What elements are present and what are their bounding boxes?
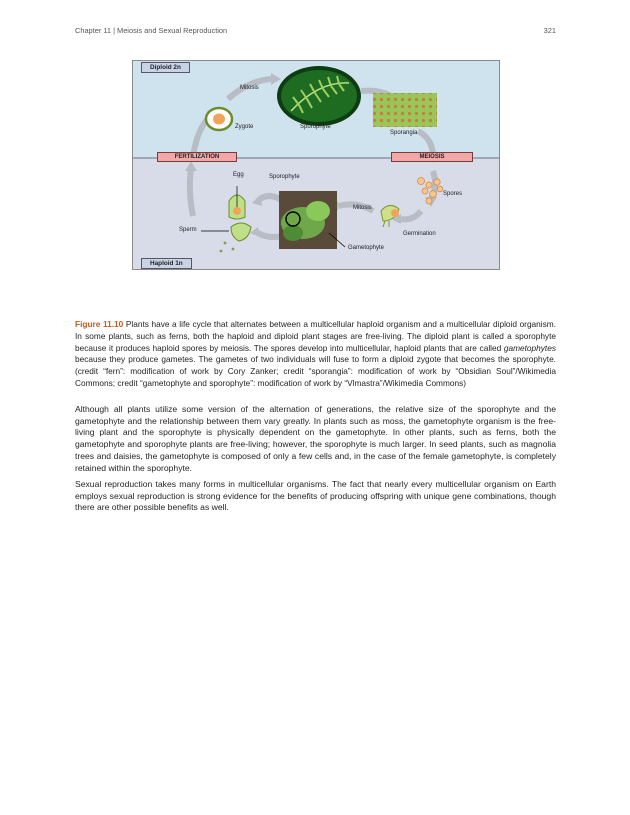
zygote-label: Zygote (235, 124, 254, 130)
haploid-label: Haploid 1n (141, 258, 192, 269)
mitosis-bottom-label: Mitosis (353, 205, 372, 211)
fern-sporophyte-photo (277, 66, 361, 126)
fertilization-label: FERTILIZATION (157, 152, 237, 162)
page-number: 321 (543, 26, 556, 35)
sporophyte-top-label: Sporophyte (300, 124, 331, 130)
figure-caption (75, 319, 556, 389)
body-paragraph-1: Although all plants utilize some version of the alternation of generations, the relative size of the sporophyte and the gametophyte and the relationship between them vary greatly. In plants such as moss, the gametophyte organism is the free-living plant and the sporophyte is physically dependent on the gametophyte. In other plants, such as ferns, both the gametophyte and sporophyte plants are free-living; however, the sporophyte is much larger. In seed plants, such as magnolia trees and daisies, the gametophyte is composed of only a few cells and, in the case of the female gametophyte, is completely retained within the sporophyte. (75, 404, 556, 473)
caption-italic-term: gametophytes (503, 342, 556, 353)
chapter-title: Chapter 11 | Meiosis and Sexual Reproduction (75, 26, 228, 35)
spores-label: Spores (443, 191, 463, 197)
zygote-illustration (206, 108, 232, 130)
sporangia-label: Sporangia (390, 130, 418, 136)
meiosis-label: MEIOSIS (391, 152, 473, 162)
caption-text-1: Plants have a life cycle that alternates between a multicellular haploid organism and a multicellular diploid organism. In some plants, such as ferns, both the haploid and diploid plant stages are free-living. The diploid plant is called a sporophyte because it produces haploid spores by meiosis. The spores develop into multicellular, haploid plants that are called (75, 319, 556, 353)
body-paragraph-2: Sexual reproduction takes many forms in multicellular organisms. The fact that nearly every multicellular organism on Earth employs sexual reproduction is strong evidence for the benefits of producing offspring with unique gene combinations, though there are other possible benefits as well. (75, 479, 556, 513)
germination-label: Germination (403, 231, 436, 237)
sperm-label: Sperm (179, 227, 197, 233)
diploid-label: Diploid 2n (141, 62, 190, 73)
mitosis-top-label: Mitosis (240, 85, 259, 91)
gametophyte-label: Gametophyte (348, 245, 385, 251)
arrow-sperm-to-fertilization (190, 169, 193, 216)
caption-text-2: because they produce gametes. The gametes of two individuals will fuse to form a diploid zygote that becomes the sporophyte. (credit “fern”: modification of work by Cory Zanker; credit “sporangia”: modification of work by “Obsidian Soul”/Wikimedia Commons; credit “gametophyte and sporophyte”: modification of work by “Vlmastra”/Wikimedia Commons) (75, 354, 556, 388)
life-cycle-figure (132, 60, 500, 270)
egg-label: Egg (233, 172, 244, 178)
gametophyte-photo (279, 191, 345, 249)
sporophyte-bottom-label: Sporophyte (269, 174, 300, 180)
page-header (75, 23, 556, 37)
figure-number: Figure 11.10 (75, 319, 124, 330)
sporangia-photo (373, 93, 437, 127)
life-cycle-diagram (133, 61, 499, 269)
